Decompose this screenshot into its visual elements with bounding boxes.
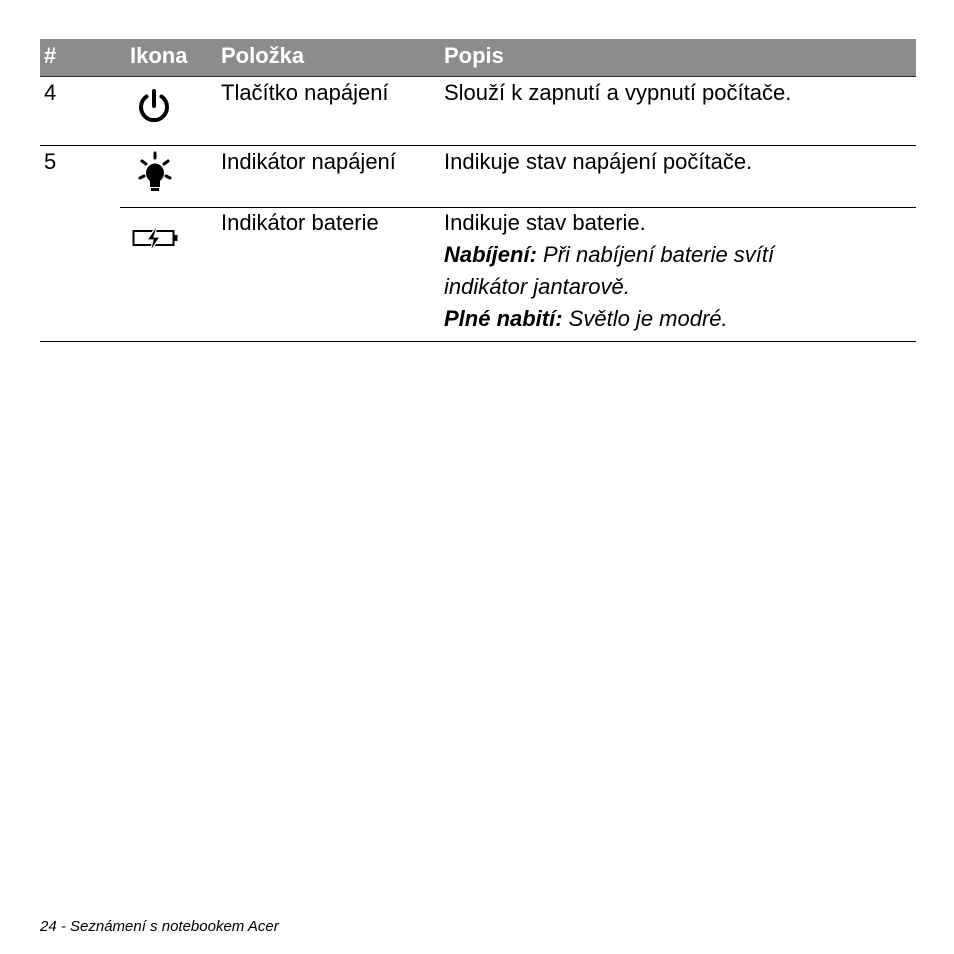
header-number: # bbox=[44, 43, 57, 68]
table-row bbox=[40, 77, 916, 146]
row-item: Tlačítko napájení bbox=[221, 80, 389, 105]
charging-text-1: Při nabíjení baterie svítí bbox=[536, 242, 775, 267]
header-description: Popis bbox=[444, 43, 504, 68]
page-footer: 24 - Seznámení s notebookem Acer bbox=[40, 918, 279, 935]
row-item: Indikátor baterie bbox=[221, 210, 379, 235]
table-row bbox=[40, 146, 916, 207]
full-charge-label: Plné nabití: bbox=[444, 306, 563, 331]
header-item: Položka bbox=[221, 43, 305, 68]
charging-text-2: indikátor jantarově. bbox=[444, 274, 630, 299]
specification-table bbox=[40, 39, 916, 342]
row-item: Indikátor napájení bbox=[221, 149, 396, 174]
table-header bbox=[40, 39, 916, 77]
row-number: 4 bbox=[44, 80, 57, 105]
charging-description bbox=[444, 239, 774, 271]
full-charge-text: Světlo je modré. bbox=[562, 306, 728, 331]
power-icon bbox=[134, 86, 174, 126]
full-charge-description bbox=[444, 303, 774, 335]
header-icon: Ikona bbox=[130, 43, 188, 68]
battery-charging-icon bbox=[132, 225, 180, 257]
charging-label: Nabíjení: bbox=[444, 242, 537, 267]
row-number: 5 bbox=[44, 149, 57, 174]
battery-status-text: Indikuje stav baterie. bbox=[444, 210, 646, 235]
row-description: Indikuje stav napájení počítače. bbox=[444, 149, 753, 174]
row-description: Slouží k zapnutí a vypnutí počítače. bbox=[444, 80, 792, 105]
lightbulb-icon bbox=[134, 151, 176, 195]
row-description bbox=[444, 207, 774, 335]
table-row bbox=[40, 207, 916, 342]
